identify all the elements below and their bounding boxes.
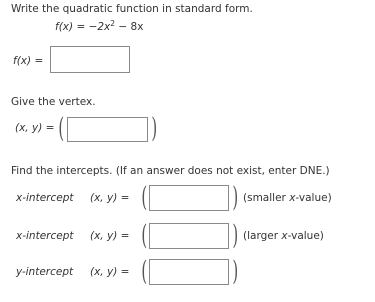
x-intercept-smaller-input[interactable] <box>149 185 229 211</box>
x-intercept-smaller-close-paren: ) <box>232 182 239 213</box>
x-intercept-smaller-point-label: (x, y) = <box>90 192 130 204</box>
x-intercept-larger-note-suffix: -value) <box>287 230 324 242</box>
intercepts-prompt: Find the intercepts. (If an answer does not exist, enter DNE.) <box>11 165 330 177</box>
y-intercept-input[interactable] <box>149 259 229 285</box>
x-intercept-smaller-label: x-intercept <box>16 192 74 204</box>
x-intercept-smaller-open-paren: ( <box>141 182 148 213</box>
y-intercept-close-paren: ) <box>232 256 239 287</box>
vertex-close-paren: ) <box>151 113 158 144</box>
x-intercept-larger-note <box>243 230 324 242</box>
x-intercept-larger-note-var: x <box>281 230 288 242</box>
x-intercept-smaller-note-var: x <box>289 192 296 204</box>
instructions-text: Write the quadratic function in standard form. <box>11 3 253 15</box>
x-intercept-larger-close-paren: ) <box>232 220 239 251</box>
y-intercept-open-paren: ( <box>141 256 148 287</box>
y-intercept-label: y-intercept <box>16 266 74 278</box>
given-function-exponent: 2 <box>110 19 116 28</box>
x-intercept-larger-point-label: (x, y) = <box>90 230 130 242</box>
standard-form-input[interactable] <box>50 46 130 73</box>
x-intercept-larger-open-paren: ( <box>141 220 148 251</box>
given-function-rest: − 8x <box>115 21 144 33</box>
x-intercept-smaller-note-prefix: (smaller <box>243 192 290 204</box>
x-intercept-larger-input[interactable] <box>149 223 229 249</box>
standard-form-label: f(x) = <box>13 55 44 67</box>
given-function <box>55 21 143 33</box>
given-function-lhs: f(x) = <box>55 21 89 33</box>
y-intercept-point-label: (x, y) = <box>90 266 130 278</box>
vertex-prompt: Give the vertex. <box>11 96 96 108</box>
vertex-open-paren: ( <box>58 113 65 144</box>
x-intercept-larger-label: x-intercept <box>16 230 74 242</box>
given-function-coefficient: −2x <box>88 21 111 33</box>
x-intercept-smaller-note <box>243 192 332 204</box>
x-intercept-smaller-note-suffix: -value) <box>295 192 332 204</box>
x-intercept-larger-note-prefix: (larger <box>243 230 282 242</box>
vertex-point-label: (x, y) = <box>15 122 55 134</box>
vertex-input[interactable] <box>67 117 148 142</box>
